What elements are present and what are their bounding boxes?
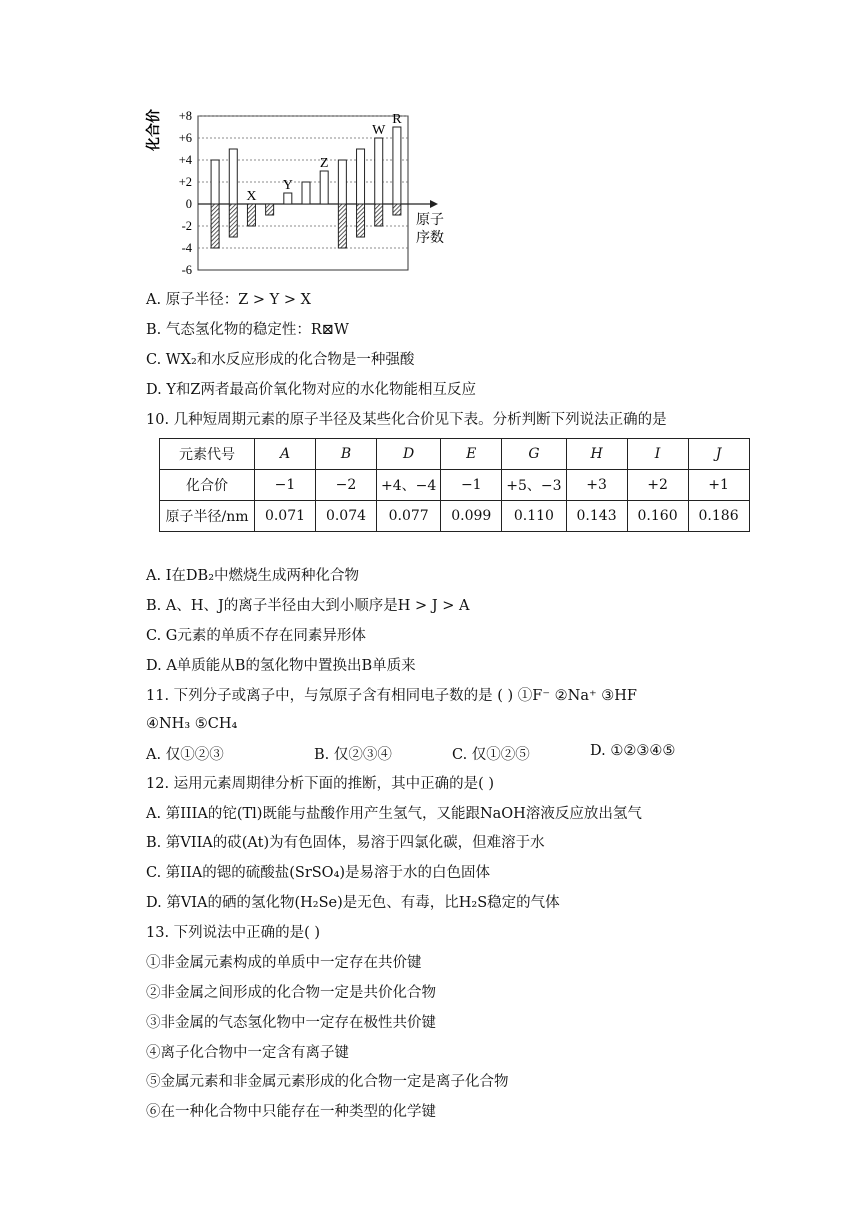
q11-stem: 11. 下列分子或离子中，与氖原子含有相同电子数的是 ( ) ①F⁻ ②Na⁺ ③HF xyxy=(146,688,637,704)
table-cell: +1 xyxy=(688,470,749,501)
point-label: Y xyxy=(282,178,293,193)
q13-item-4: ④离子化合物中一定含有离子键 xyxy=(146,1045,349,1061)
bar-negative xyxy=(211,204,219,248)
table-cell: −2 xyxy=(316,470,377,501)
q10-option-b: B. A、H、J的离子半径由大到小顺序是H > J > A xyxy=(146,598,470,614)
q13-item-3: ③非金属的气态氢化物中一定存在极性共价键 xyxy=(146,1015,436,1031)
x-axis-label-line1: 原子 xyxy=(416,212,444,228)
row-header: 元素代号 xyxy=(160,439,255,470)
table-cell: 0.077 xyxy=(377,501,441,532)
table-cell: −1 xyxy=(255,470,316,501)
element-table xyxy=(159,438,750,532)
row-header: 原子半径/nm xyxy=(160,501,255,532)
table-cell: 0.110 xyxy=(502,501,566,532)
table-cell: +4、−4 xyxy=(377,470,441,501)
table-cell: D xyxy=(377,439,441,470)
table-cell: 0.160 xyxy=(627,501,688,532)
y-tick-label: -2 xyxy=(181,219,192,233)
y-tick-label: -4 xyxy=(181,241,192,255)
q11-option-b: B. 仅②③④ xyxy=(314,747,392,763)
q11-option-a: A. 仅①②③ xyxy=(146,747,224,763)
y-tick-label: -6 xyxy=(181,263,192,277)
bar-negative xyxy=(375,204,383,226)
row-header: 化合价 xyxy=(160,470,255,501)
bar-positive xyxy=(357,149,365,204)
point-label: R xyxy=(392,112,402,127)
bar-positive xyxy=(302,182,310,204)
y-tick-label: +2 xyxy=(178,175,192,189)
q12-option-b: B. 第VIIA的砹(At)为有色固体，易溶于四氯化碳，但难溶于水 xyxy=(146,835,545,851)
y-tick-label: +4 xyxy=(178,153,192,167)
table-cell: J xyxy=(688,439,749,470)
table-cell: I xyxy=(627,439,688,470)
table-cell: A xyxy=(255,439,316,470)
bar-positive xyxy=(229,149,237,204)
bar-negative xyxy=(229,204,237,237)
q13-item-5: ⑤金属元素和非金属元素形成的化合物一定是离子化合物 xyxy=(146,1074,509,1090)
y-tick-label: 0 xyxy=(185,197,192,211)
bar-positive xyxy=(320,171,328,204)
y-tick-labels xyxy=(179,109,193,277)
q11-stem-line2: ④NH₃ ⑤CH₄ xyxy=(146,716,238,732)
bar-positive xyxy=(284,193,292,204)
q10-option-a: A. I在DB₂中燃烧生成两种化合物 xyxy=(146,568,360,584)
bar-positive xyxy=(393,127,401,204)
q10-option-d: D. A单质能从B的氢化物中置换出B单质来 xyxy=(146,658,416,674)
table-cell: E xyxy=(441,439,502,470)
q9-option-b: B. 气态氢化物的稳定性：R⊠W xyxy=(146,322,349,338)
bar-negative xyxy=(357,204,365,237)
table-cell: 0.074 xyxy=(316,501,377,532)
point-label: X xyxy=(246,189,257,204)
q13-item-1: ①非金属元素构成的单质中一定存在共价键 xyxy=(146,955,422,971)
table-cell: 0.186 xyxy=(688,501,749,532)
table-cell: +3 xyxy=(566,470,627,501)
q12-option-c: C. 第IIA的锶的硫酸盐(SrSO₄)是易溶于水的白色固体 xyxy=(146,865,491,881)
q9-option-d: D. Y和Z两者最高价氧化物对应的水化物能相互反应 xyxy=(146,382,476,398)
bar-positive xyxy=(211,160,219,204)
q9-option-c: C. WX₂和水反应形成的化合物是一种强酸 xyxy=(146,352,415,368)
q10-stem: 10. 几种短周期元素的原子半径及某些化合价见下表。分析判断下列说法正确的是 xyxy=(146,412,667,428)
q10-option-c: C. G元素的单质不存在同素异形体 xyxy=(146,628,366,644)
q12-option-a: A. 第IIIA的铊(Tl)既能与盐酸作用产生氢气，又能跟NaOH溶液反应放出氢气 xyxy=(146,806,642,822)
bar-negative xyxy=(338,204,346,248)
valence-chart xyxy=(140,100,460,285)
q12-option-d: D. 第VIA的硒的氢化物(H₂Se)是无色、有毒，比H₂S稳定的气体 xyxy=(146,895,560,911)
table-cell: −1 xyxy=(441,470,502,501)
q13-item-6: ⑥在一种化合物中只能存在一种类型的化学键 xyxy=(146,1104,436,1120)
table-cell: +5、−3 xyxy=(502,470,566,501)
table-cell: 0.099 xyxy=(441,501,502,532)
bars xyxy=(211,127,401,248)
q12-stem: 12. 运用元素周期律分析下面的推断，其中正确的是( ) xyxy=(146,776,495,792)
bar-negative xyxy=(247,204,255,226)
q11-option-c: C. 仅①②⑤ xyxy=(452,747,530,763)
q13-stem: 13. 下列说法中正确的是( ) xyxy=(146,925,321,941)
table-row-radii xyxy=(160,501,750,532)
table-cell: 0.071 xyxy=(255,501,316,532)
table-cell: 0.143 xyxy=(566,501,627,532)
x-axis-arrow-icon xyxy=(430,200,438,208)
table-row-symbols xyxy=(160,439,750,470)
point-label: W xyxy=(372,123,386,138)
table-cell: B xyxy=(316,439,377,470)
table-cell: +2 xyxy=(627,470,688,501)
q13-item-2: ②非金属之间形成的化合物一定是共价化合物 xyxy=(146,985,436,1001)
q11-option-d: D. ①②③④⑤ xyxy=(590,743,676,759)
x-axis-label-line2: 序数 xyxy=(416,230,444,246)
bar-negative xyxy=(393,204,401,215)
q11-options xyxy=(146,743,706,763)
table-row-valences xyxy=(160,470,750,501)
point-label: Z xyxy=(319,156,329,171)
y-tick-label: +6 xyxy=(178,131,192,145)
bar-positive xyxy=(375,138,383,204)
q9-option-a: A. 原子半径：Z > Y > X xyxy=(146,292,311,308)
table-cell: G xyxy=(502,439,566,470)
table-cell: H xyxy=(566,439,627,470)
bar-negative xyxy=(266,204,274,215)
bar-positive xyxy=(338,160,346,204)
y-tick-label: +8 xyxy=(178,109,192,123)
y-axis-label: 化合价 xyxy=(145,109,161,151)
